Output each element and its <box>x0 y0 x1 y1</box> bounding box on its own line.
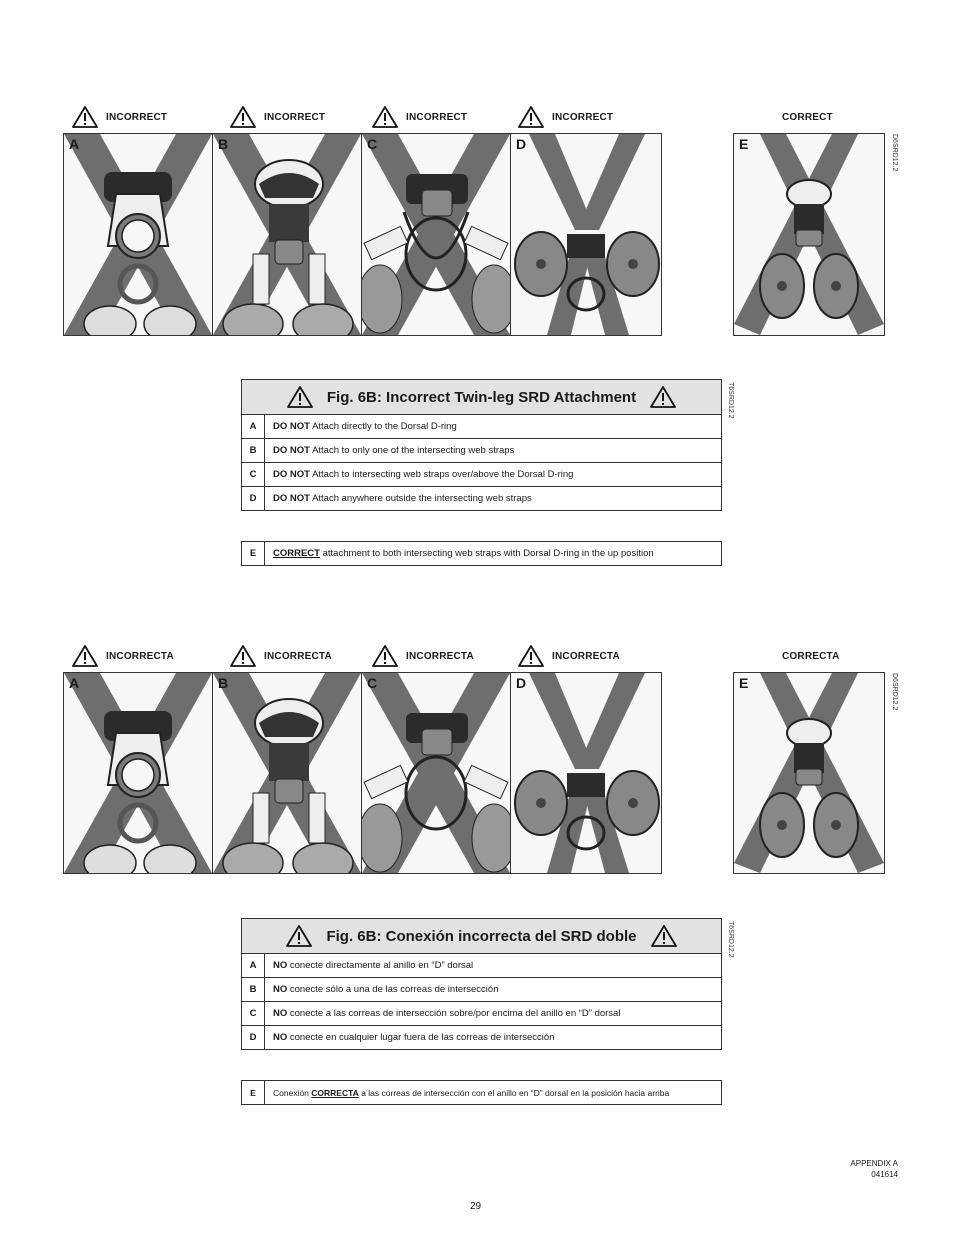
illustration-panel-a: A <box>63 133 213 336</box>
table-row: B NO conecte sólo a una de las correas de intersección <box>242 978 722 1002</box>
warning-triangle-icon <box>230 645 256 667</box>
table-row: C DO NOT Attach to intersecting web straps over/above the Dorsal D-ring <box>242 463 722 487</box>
table-row: B DO NOT Attach to only one of the intersecting web straps <box>242 439 722 463</box>
harness-illustration <box>213 673 361 873</box>
warning-triangle-icon <box>372 106 398 128</box>
harness-illustration <box>734 673 884 873</box>
table-row: D DO NOT Attach anywhere outside the intersecting web straps <box>242 487 722 511</box>
label-incorrect-a: INCORRECT <box>72 106 167 128</box>
warning-triangle-icon <box>651 925 677 947</box>
table-row: A NO conecte directamente al anillo en “D” dorsal <box>242 954 722 978</box>
label-incorrect-c: INCORRECT <box>372 106 467 128</box>
figure-title: Fig. 6B: Conexión incorrecta del SRD doble <box>241 918 722 954</box>
table-row: C NO conecte a las correas de intersección sobre/por encima del anillo en “D” dorsal <box>242 1002 722 1026</box>
warning-triangle-icon <box>72 645 98 667</box>
warning-triangle-icon <box>650 386 676 408</box>
figure-title: Fig. 6B: Incorrect Twin-leg SRD Attachment <box>241 379 722 415</box>
table-row: E CORRECT attachment to both intersecting web straps with Dorsal D-ring in the up position <box>242 542 722 566</box>
label-incorrect-d: INCORRECT <box>518 106 613 128</box>
illustration-panel-c: C <box>361 133 511 336</box>
harness-illustration <box>64 673 212 873</box>
harness-illustration <box>64 134 212 335</box>
table-code: T6SRD12.2 <box>727 382 734 419</box>
table-row: D NO conecte en cualquier lugar fuera de las correas de intersección <box>242 1026 722 1050</box>
illustration-panel-b: B <box>212 672 362 874</box>
image-code: D6SRD12.2 <box>891 134 898 172</box>
harness-illustration <box>213 134 361 335</box>
label-incorrecta-d: INCORRECTA <box>518 645 620 667</box>
illustration-panel-a: A <box>63 672 213 874</box>
warning-triangle-icon <box>372 645 398 667</box>
table-row: A DO NOT Attach directly to the Dorsal D-ring <box>242 415 722 439</box>
correct-table <box>241 541 722 566</box>
harness-illustration <box>511 673 661 873</box>
label-correct-e: CORRECT <box>782 112 833 123</box>
warning-triangle-icon <box>286 925 312 947</box>
instruction-table <box>241 953 722 1050</box>
table-code: T6SRD12.2 <box>727 921 734 958</box>
label-incorrect-b: INCORRECT <box>230 106 325 128</box>
label-correcta-e: CORRECTA <box>782 651 840 662</box>
warning-triangle-icon <box>72 106 98 128</box>
appendix-footer: APPENDIX A 041614 <box>850 1159 898 1179</box>
harness-illustration <box>362 134 510 335</box>
illustration-panel-b: B <box>212 133 362 336</box>
label-incorrecta-c: INCORRECTA <box>372 645 474 667</box>
warning-triangle-icon <box>518 645 544 667</box>
correct-table <box>241 1080 722 1105</box>
illustration-panel-e: E <box>733 133 885 336</box>
label-incorrecta-a: INCORRECTA <box>72 645 174 667</box>
warning-triangle-icon <box>287 386 313 408</box>
instruction-table <box>241 414 722 511</box>
harness-illustration <box>362 673 510 873</box>
illustration-panel-d: D <box>510 133 662 336</box>
image-code: D6SRD12.2 <box>891 673 898 711</box>
illustration-panel-e: E <box>733 672 885 874</box>
table-row: E Conexión CORRECTA a las correas de intersección con el anillo en “D” dorsal en la posición hacia arriba <box>242 1081 722 1105</box>
warning-triangle-icon <box>518 106 544 128</box>
harness-illustration <box>511 134 661 335</box>
warning-triangle-icon <box>230 106 256 128</box>
illustration-panel-c: C <box>361 672 511 874</box>
illustration-panel-d: D <box>510 672 662 874</box>
label-incorrecta-b: INCORRECTA <box>230 645 332 667</box>
harness-illustration <box>734 134 884 335</box>
page-number: 29 <box>470 1201 482 1212</box>
